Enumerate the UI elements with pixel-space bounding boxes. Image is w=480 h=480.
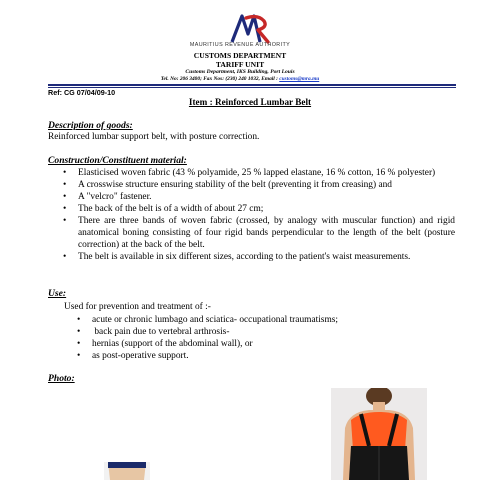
- bullet-icon: •: [77, 351, 81, 361]
- logo-text: MAURITIUS REVENUE AUTHORITY: [189, 42, 291, 48]
- list-item: • acute or chronic lumbago and sciatica- occupational traumatisms;: [77, 315, 339, 325]
- description-heading: Description of goods:: [48, 120, 133, 131]
- bullet-icon: •: [63, 216, 67, 226]
- contact-text: Tel. No: 206 3400; Fax Nos: (230) 240 1032, Email :: [160, 76, 280, 82]
- list-item: • Elasticised woven fabric (43 % polyamide, 25 % lapped elastane, 16 % cotton, 16 % polyester): [63, 168, 436, 178]
- description-text: Reinforced lumbar support belt, with posture correction.: [48, 132, 260, 142]
- list-item: • The belt is available in six different sizes, according to the patient's waist measurements.: [63, 252, 411, 262]
- header-rule-thick: [48, 84, 456, 86]
- belt-front-photo: [104, 462, 150, 480]
- bullet-icon: •: [63, 180, 67, 190]
- use-intro: Used for prevention and treatment of :-: [64, 302, 211, 312]
- list-item: • The back of the belt is of a width of about 27 cm;: [63, 204, 264, 214]
- photo-heading: Photo:: [48, 373, 75, 384]
- unit-name: TARIFF UNIT: [215, 60, 265, 69]
- use-heading: Use:: [48, 288, 67, 299]
- belt-back-photo: [331, 388, 427, 480]
- list-item: • A "velcro" fastener.: [63, 192, 152, 202]
- list-item: • as post-operative support.: [77, 351, 189, 361]
- list-item: • There are three bands of woven fabric (crossed, by analogy with muscular function) and rigid anatomical boning consisting of four rigid bands perpendicular to the length of the belt (posture correction) at the back of the belt.: [63, 216, 455, 250]
- mra-logo-icon: [224, 12, 274, 44]
- bullet-icon: •: [63, 168, 67, 178]
- construction-heading: Construction/Constituent material:: [48, 155, 187, 166]
- bullet-icon: •: [63, 192, 67, 202]
- bullet-icon: •: [77, 315, 81, 325]
- list-item: • hernias (support of the abdominal wall), or: [77, 339, 253, 349]
- use-list: [77, 314, 452, 362]
- bullet-icon: •: [63, 204, 67, 214]
- bullet-icon: •: [63, 252, 67, 262]
- item-title: Item : Reinforced Lumbar Belt: [188, 97, 312, 107]
- construction-list: [63, 167, 455, 263]
- bullet-icon: •: [77, 327, 81, 337]
- bullet-icon: •: [77, 339, 81, 349]
- reference-number: Ref: CG 07/04/09-10: [48, 88, 116, 97]
- list-item: • A crosswise structure ensuring stability of the belt (preventing it from creasing) and: [63, 180, 392, 190]
- list-item: • back pain due to vertebral arthrosis-: [77, 327, 230, 337]
- email-link[interactable]: customs@mra.mu: [279, 76, 320, 82]
- address-line: Customs Department, IKS Building, Port Louis: [185, 69, 295, 75]
- department-name: CUSTOMS DEPARTMENT: [193, 51, 287, 60]
- contact-line: [100, 76, 380, 83]
